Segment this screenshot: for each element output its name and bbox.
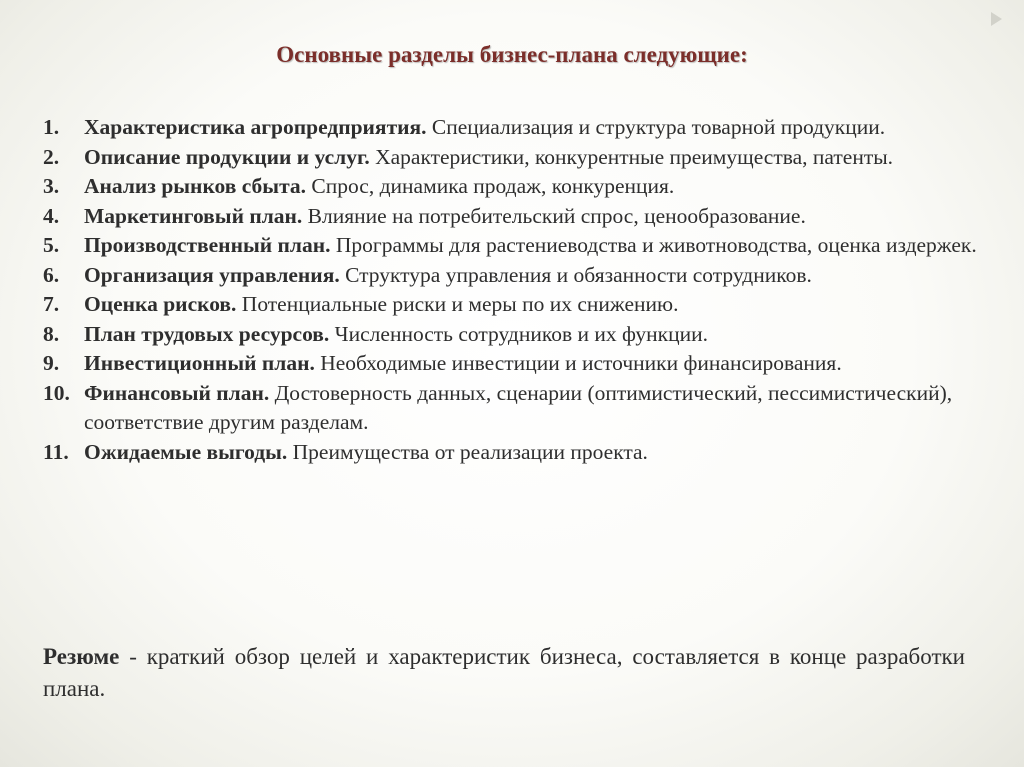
item-number: 10. — [43, 380, 70, 405]
item-description: Необходимые инвестиции и источники финансирования. — [314, 351, 842, 375]
item-description: Спрос, динамика продаж, конкуренция. — [306, 174, 675, 198]
item-description: Потенциальные риски и меры по их снижению. — [236, 292, 679, 316]
corner-arrow-icon — [991, 12, 1002, 26]
item-number: 2. — [43, 144, 60, 169]
item-number: 11. — [43, 439, 69, 464]
item-number: 9. — [43, 351, 60, 375]
summary-paragraph — [43, 641, 965, 705]
item-heading: Описание продукции и услуг. — [84, 144, 370, 169]
list-item — [43, 290, 983, 320]
list-item — [43, 231, 983, 261]
list-item — [43, 379, 983, 438]
list-item — [43, 320, 983, 350]
item-heading: Финансовый план. — [84, 380, 270, 405]
item-heading: Характеристика агропредприятия. — [84, 115, 427, 139]
summary-text: - краткий обзор целей и характеристик бизнеса, составляется в конце разработки плана. — [43, 644, 965, 701]
item-heading: Производственный план. — [84, 233, 331, 257]
item-description: Численность сотрудников и их функции. — [329, 321, 708, 346]
list-item — [43, 172, 983, 202]
item-heading: Организация управления. — [84, 262, 340, 287]
item-description: Достоверность данных, сценарии (оптимистический, пессимистический), соответствие другим разделам. — [84, 380, 953, 434]
item-number: 8. — [43, 321, 60, 346]
item-number: 3. — [43, 174, 60, 198]
list-item — [43, 438, 983, 468]
item-description: Характеристики, конкурентные преимущества, патенты. — [369, 144, 894, 169]
item-description: Преимущества от реализации проекта. — [287, 439, 648, 464]
item-heading: Анализ рынков сбыта. — [84, 174, 307, 198]
item-description: Программы для растениеводства и животноводства, оценка издержек. — [330, 233, 977, 257]
item-number: 7. — [43, 292, 60, 316]
item-number: 5. — [43, 233, 60, 257]
list-item — [43, 113, 983, 143]
item-number: 4. — [43, 203, 60, 228]
list-item — [43, 202, 983, 232]
item-heading: Маркетинговый план. — [84, 203, 303, 228]
item-number: 1. — [43, 115, 60, 139]
list-item — [43, 143, 983, 173]
list-item — [43, 261, 983, 291]
sections-list — [43, 113, 983, 467]
item-heading: Инвестиционный план. — [84, 351, 315, 375]
item-heading: Ожидаемые выгоды. — [84, 439, 288, 464]
slide-title: Основные разделы бизнес-плана следующие: — [276, 42, 748, 67]
item-number: 6. — [43, 262, 60, 287]
item-heading: План трудовых ресурсов. — [84, 321, 330, 346]
item-description: Специализация и структура товарной продукции. — [426, 115, 886, 139]
item-description: Структура управления и обязанности сотрудников. — [339, 262, 812, 287]
item-description: Влияние на потребительский спрос, ценообразование. — [302, 203, 806, 228]
item-heading: Оценка рисков. — [84, 292, 237, 316]
summary-heading: Резюме — [43, 644, 120, 669]
list-item — [43, 349, 983, 379]
